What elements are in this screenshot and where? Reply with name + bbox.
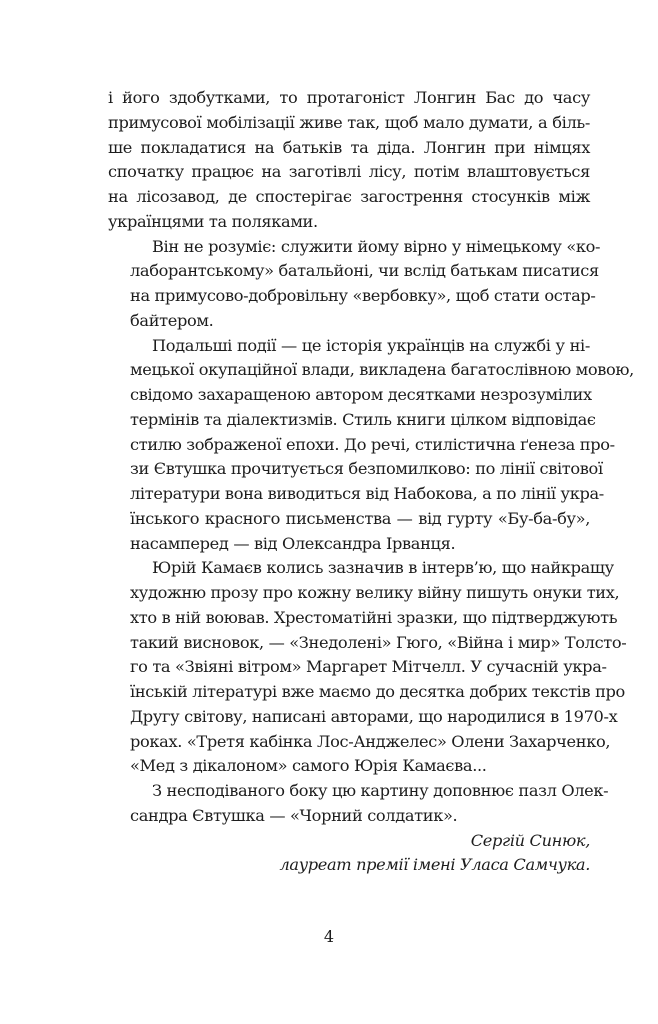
text-line: художню прозу про кожну велику війну пишуть онуки тих, (130, 583, 620, 602)
text-line: спочатку працює на заготівлі лісу, потім влаштовується (108, 162, 590, 182)
signature-block (108, 829, 590, 879)
text-line: їнського красного письменства — від гурту «Бу-ба-бу», (130, 508, 590, 528)
text-line: українцями та поляками. (108, 211, 318, 231)
text-line: такий висновок, — «Знедолені» Гюго, «Війна і мир» Толсто- (130, 632, 627, 652)
text-line: Він не розуміє: служити йому вірно у німецькому «ко- (152, 236, 601, 256)
text-line: стилю зображеної епохи. До речі, стилістична ґенеза про- (130, 434, 615, 454)
paragraph-1 (108, 86, 590, 235)
text-line: зи Євтушка прочитується безпомилково: по лінії світової (130, 459, 603, 479)
text-line: ше покладатися на батьків та діда. Лонгин при німцях (108, 137, 590, 157)
text-line: лаборантському» батальйоні, чи вслід батькам писатися (130, 261, 599, 281)
book-page-text (108, 86, 634, 878)
text-line: сандра Євтушка — «Чорний солдатик». (130, 805, 458, 825)
signature-title: лауреат премії імені Уласа Самчука. (279, 855, 590, 875)
text-line: «Мед з дікалоном» самого Юрія Камаєва... (130, 756, 487, 776)
text-line: роках. «Третя кабінка Лос-Анджелес» Олени Захарченко, (130, 731, 611, 751)
text-line: байтером. (130, 310, 214, 330)
paragraph-2 (108, 235, 601, 334)
paragraph-4 (108, 556, 627, 779)
paragraph-5 (108, 779, 609, 829)
text-line: на примусово-добровільну «вербовку», щоб стати остар- (130, 286, 596, 305)
text-line: літератури вона виводиться від Набокова, а по лінії укра- (130, 484, 604, 503)
text-line: Другу світову, написані авторами, що народилися в 1970-х (130, 706, 618, 726)
page-number: 4 (323, 927, 335, 946)
text-line: термінів та діалектизмів. Стиль книги цілком відповідає (130, 409, 596, 429)
text-line: на лісозавод, де спостерігає загострення стосунків між (108, 187, 590, 206)
text-line: Подальші події — це історія українців на службі у ні- (152, 335, 590, 355)
text-line: З несподіваного боку цю картину доповнює пазл Олек- (152, 781, 609, 800)
paragraph-3 (108, 334, 634, 557)
text-line: го та «Звіяні вітром» Маргарет Мітчелл. У сучасній укра- (130, 657, 607, 677)
text-line: Юрій Камаєв колись зазначив в інтерв’ю, що найкращу (152, 558, 614, 578)
text-line: примусової мобілізації живе так, щоб мало думати, а біль- (108, 112, 590, 132)
text-line: мецької окупаційної влади, викладена багатослівною мовою, (130, 360, 634, 380)
signature-author: Сергій Синюк, (470, 830, 590, 850)
text-line: і його здобутками, то протагоніст Лонгин Бас до часу (108, 88, 590, 107)
text-line: насамперед — від Олександра Ірванця. (130, 533, 456, 553)
text-line: хто в ній воював. Хрестоматійні зразки, що підтверджують (130, 607, 618, 627)
text-line: свідомо захаращеною автором десятками незрозумілих (130, 385, 592, 404)
text-line: їнській літературі вже маємо до десятка добрих текстів про (130, 682, 625, 701)
